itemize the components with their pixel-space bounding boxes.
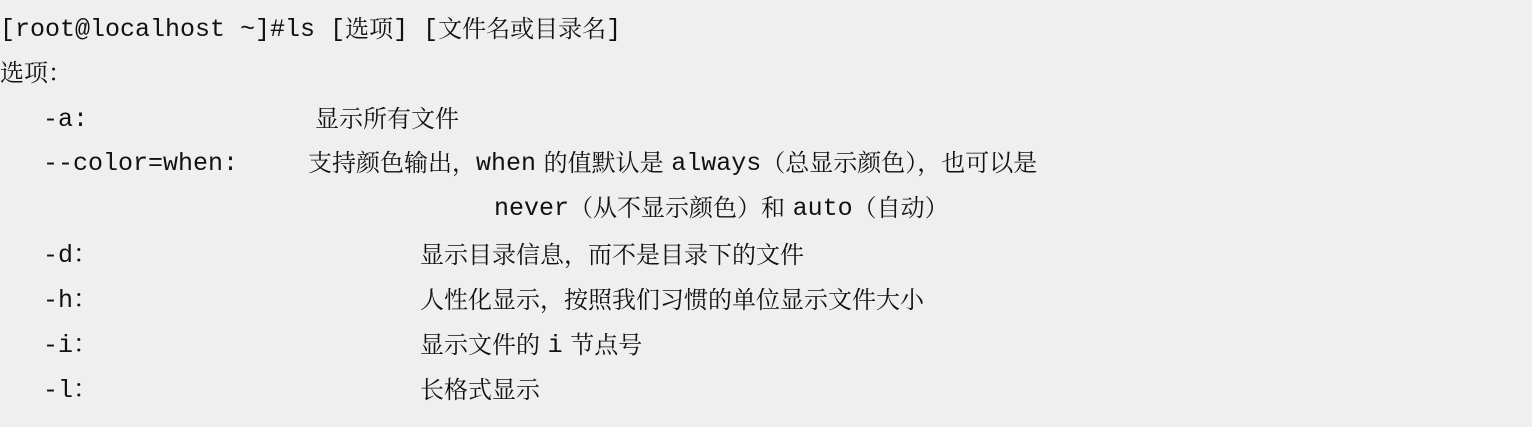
option-flag: --color=when: [43, 148, 239, 178]
desc-code: when [476, 148, 537, 178]
option-description: 长格式显示 [420, 376, 540, 404]
bracket-open-2: [ [408, 14, 439, 44]
option-desc-h [420, 282, 924, 318]
option-desc-a [315, 101, 459, 137]
desc-text: 节点号 [562, 331, 643, 359]
option-row-a [43, 101, 88, 137]
command-name: ls [285, 14, 316, 44]
command-synopsis [0, 11, 621, 47]
desc-text: （自动） [852, 194, 949, 222]
arg-target: 文件名或目录名 [438, 15, 607, 43]
desc-text: 显示文件的 [420, 331, 548, 359]
arg-options: 选项 [345, 15, 394, 43]
bracket-close-1: ] [393, 14, 409, 44]
desc-code: always [671, 148, 762, 178]
option-flag: -i： [43, 330, 99, 360]
option-row-i [43, 327, 98, 363]
desc-code: i [547, 330, 563, 360]
option-row-l [43, 372, 98, 408]
option-row-color [43, 145, 238, 181]
option-flag: -h： [43, 285, 99, 315]
option-description: 显示目录信息，而不是目录下的文件 [420, 241, 804, 269]
desc-code: auto [792, 193, 853, 223]
option-flag: -d： [43, 240, 99, 270]
options-heading [0, 55, 72, 91]
desc-text: 支持颜色输出， [308, 149, 476, 177]
desc-text: 的值默认是 [536, 149, 672, 177]
option-flag: -l： [43, 375, 99, 405]
desc-code: never [494, 193, 570, 223]
option-desc-color [308, 145, 1037, 181]
option-description: 显示所有文件 [315, 105, 459, 133]
desc-text: （总显示颜色），也可以是 [761, 149, 1038, 177]
option-description: 人性化显示，按照我们习惯的单位显示文件大小 [420, 286, 924, 314]
options-title: 选项： [0, 59, 72, 87]
option-row-h [43, 282, 98, 318]
option-desc-i [420, 327, 642, 363]
option-row-d [43, 237, 98, 273]
option-flag: -a: [43, 104, 89, 134]
desc-text: （从不显示颜色）和 [569, 194, 793, 222]
bracket-open-1: [ [315, 14, 346, 44]
option-desc-d [420, 237, 804, 273]
option-desc-color-cont [494, 190, 949, 226]
bracket-close-2: ] [606, 14, 622, 44]
option-desc-l [420, 372, 540, 408]
shell-prompt: [root@localhost ~]# [0, 14, 286, 44]
